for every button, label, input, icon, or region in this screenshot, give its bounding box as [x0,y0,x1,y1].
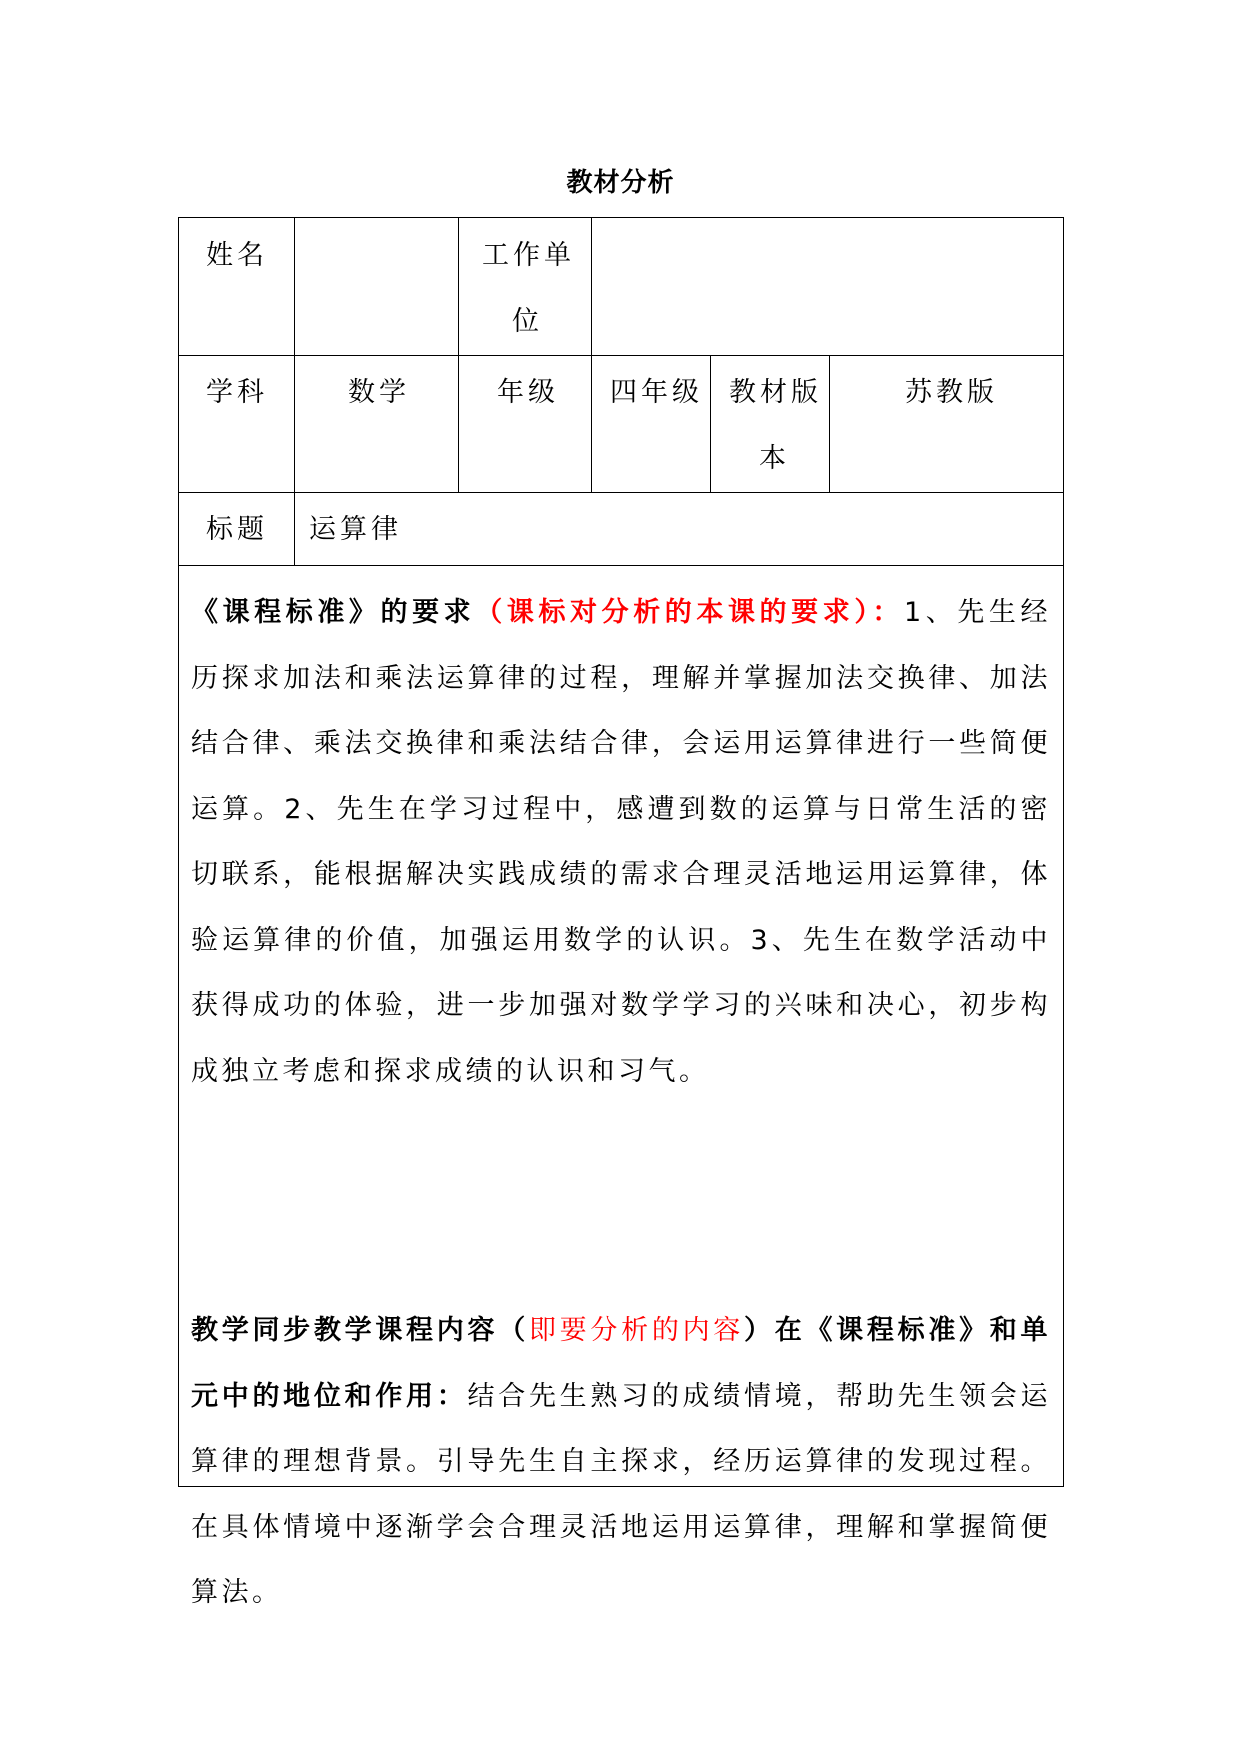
edition-label-line1: 教材版 [729,377,822,408]
position-highlight: 即要分析的内容 [528,1315,745,1346]
requirements-body: 1、先生经历探求加法和乘法运算律的过程，理解并掌握加法交换律、加法结合律、乘法交换律和乘法结合律，会运用运算律进行一些简便运算。2、先生在学习过程中，感遭到数的运算与日常生活的密切联系，能根据解决实践成绩的需求合理灵活地运用运算律，体验运算律的价值，加强运用数学的认识。3、先生在数学活动中获得成功的体验，进一步加强对数学学习的兴味和决心，初步构成独立考虑和探求成绩的认识和习气。 [191,597,1052,1087]
position-heading-part1: 教学同步教学课程内容（ [191,1315,529,1346]
work-unit-label-line2: 位 [512,306,543,337]
column-divider [591,355,592,492]
column-divider [294,218,295,355]
edition-value: 苏教版 [905,377,998,408]
row-divider [179,565,1063,566]
position-heading-part2: ）在《课程标准》和单元中的地位和作用： [191,1315,1052,1412]
column-divider [294,355,295,492]
content-position [191,1298,1051,1626]
analysis-form [178,217,1064,1608]
row-divider [179,355,1063,356]
requirements-highlight: 课标对分析的本课的要求 [506,597,855,628]
name-label: 姓名 [206,240,268,271]
topic-value: 运算律 [309,514,402,545]
requirements-paren-close: ）： [854,597,904,628]
column-divider [458,218,459,355]
topic-label: 标题 [206,514,268,545]
subject-label: 学科 [206,377,268,408]
work-unit-label [482,223,575,355]
column-divider [294,492,295,565]
work-unit-label-line1: 工作单 [482,240,575,271]
position-body: 结合先生熟习的成绩情境，帮助先生领会运算律的理想背景。引导先生自主探求，经历运算律的发现过程。在具体情境中逐渐学会合理灵活地运用运算律，理解和掌握简便算法。 [191,1380,1051,1608]
column-divider [829,355,830,492]
column-divider [710,355,711,492]
subject-value: 数学 [348,377,410,408]
column-divider [458,355,459,492]
requirements-heading: 《课程标准》的要求 [191,597,476,628]
grade-value: 四年级 [610,377,703,408]
requirements-paren-open: （ [475,597,507,628]
column-divider [591,218,592,355]
grade-label: 年级 [497,377,559,408]
row-divider [179,492,1063,493]
curriculum-requirements [191,580,1051,1104]
edition-label [729,360,822,492]
edition-label-line2: 本 [759,443,790,474]
document-title: 教材分析 [566,168,675,198]
